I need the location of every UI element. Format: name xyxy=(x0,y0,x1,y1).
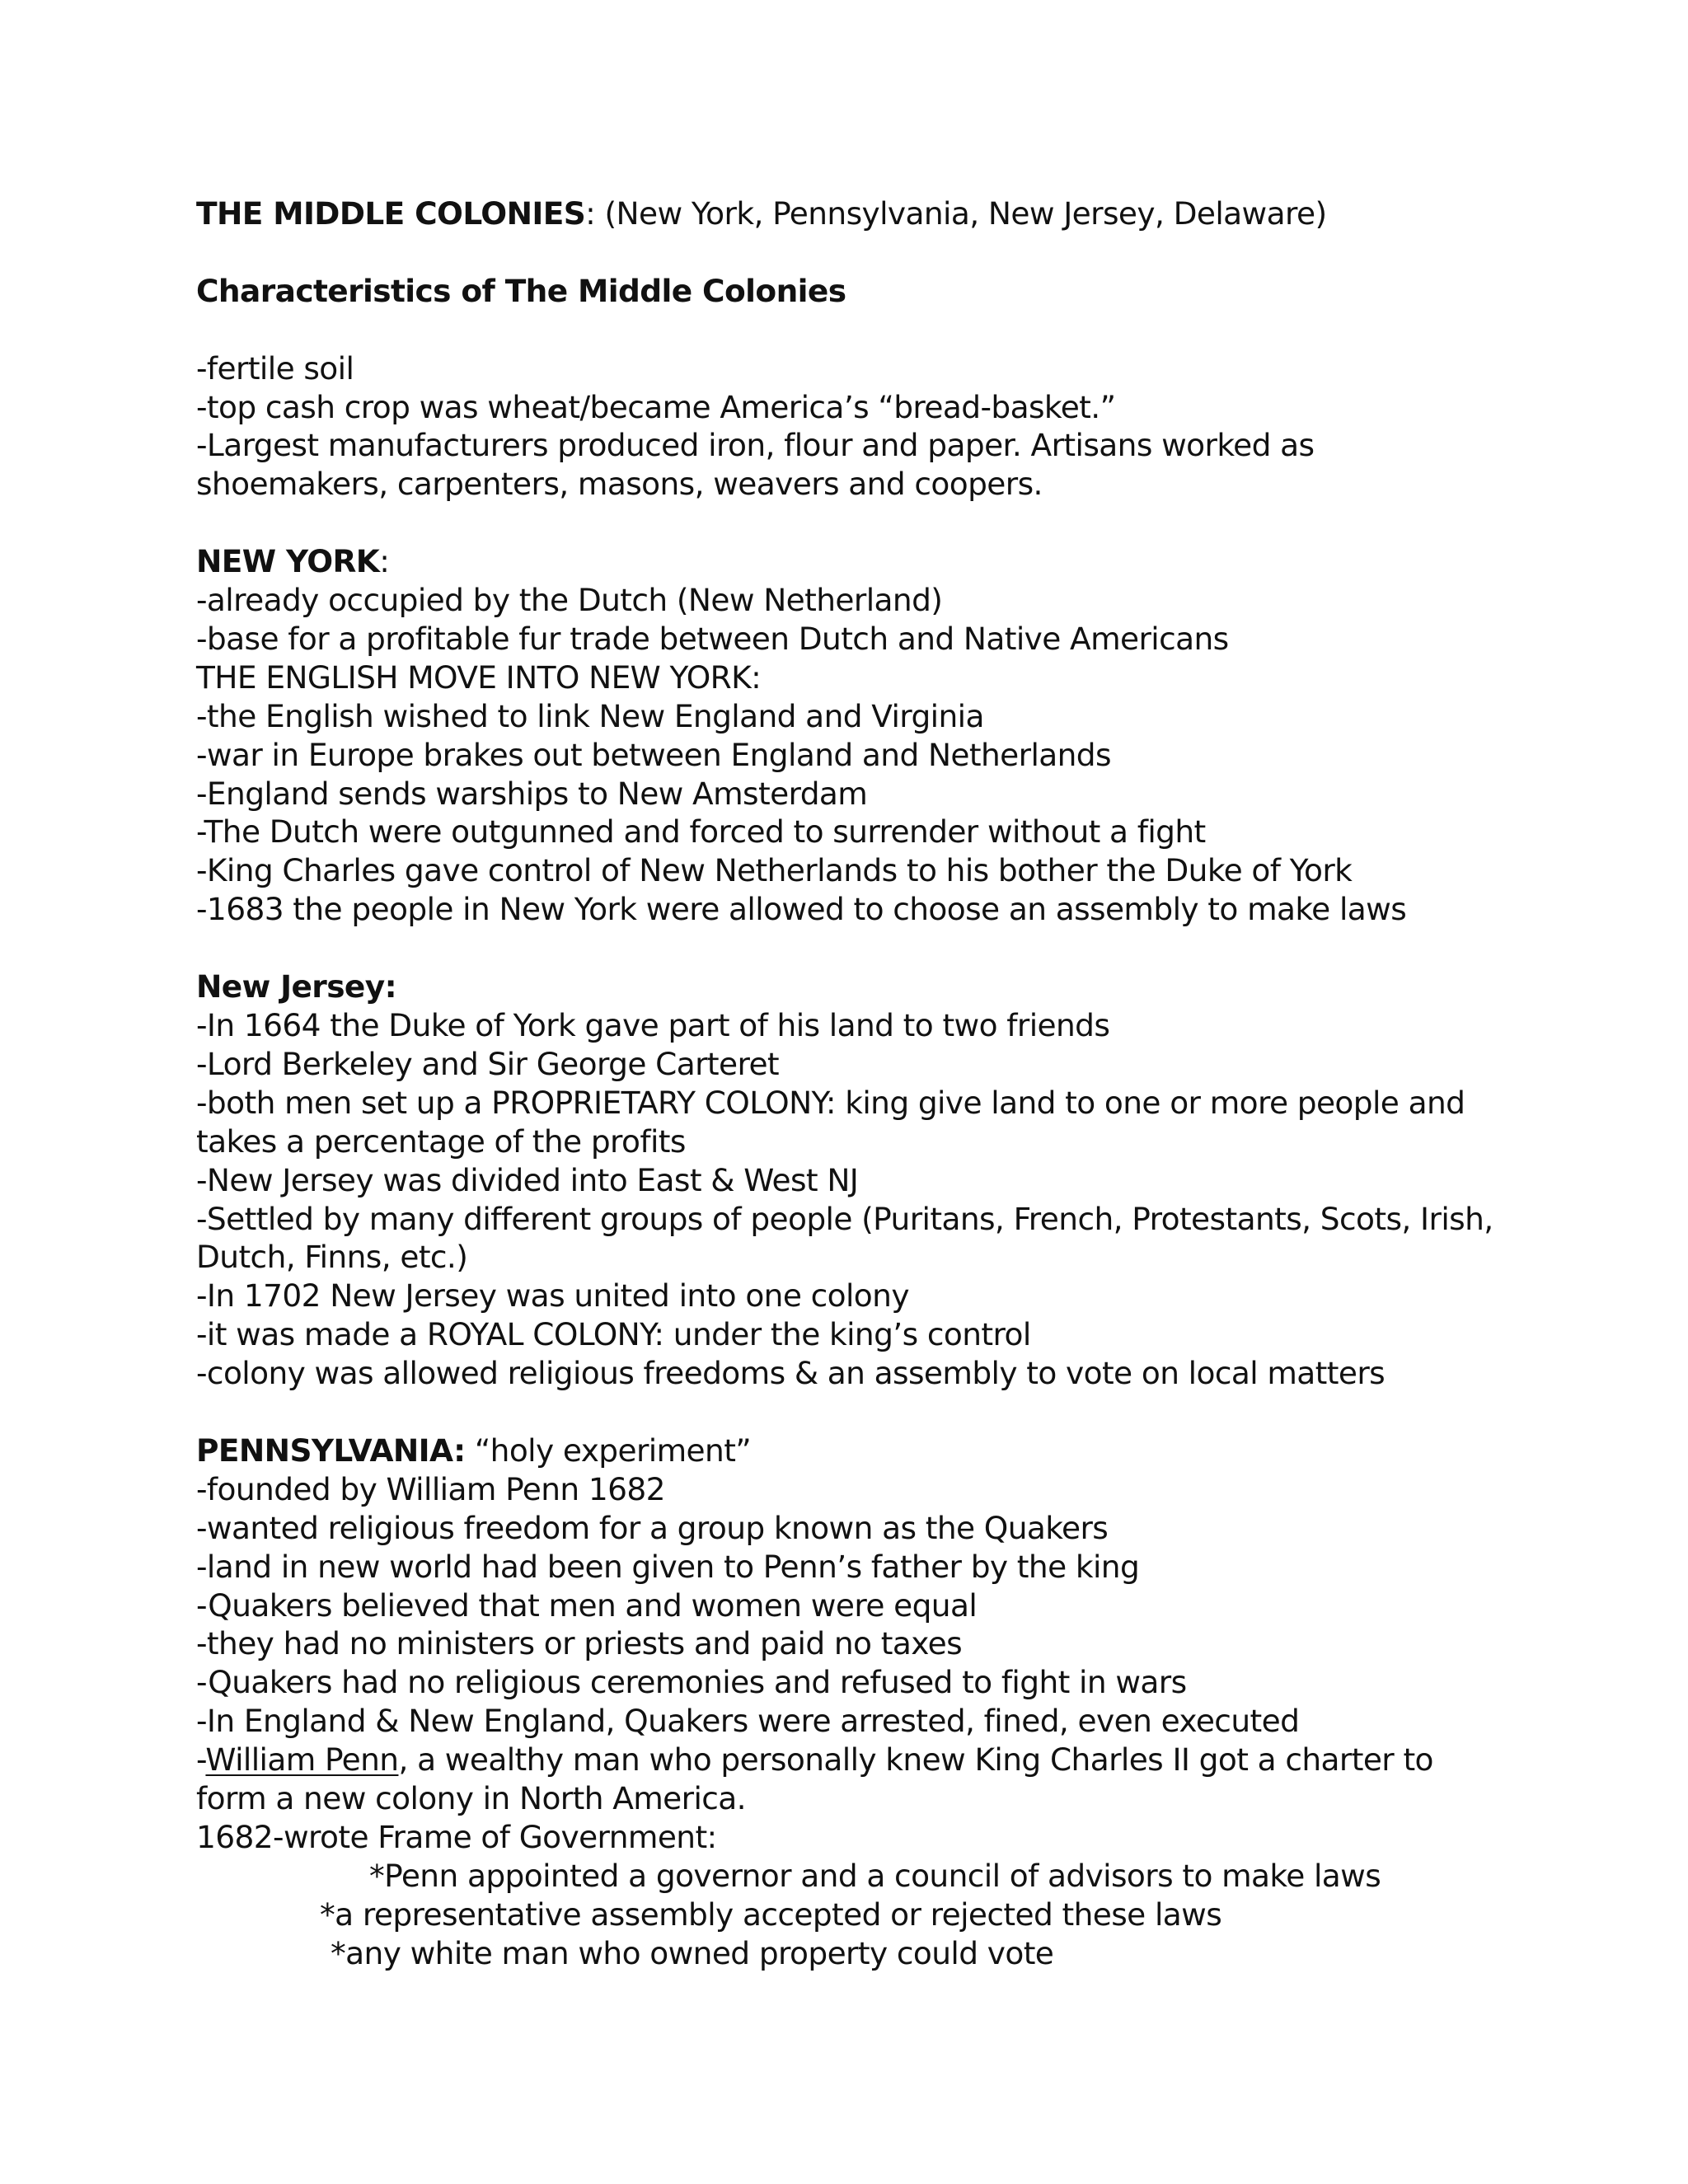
underlined-name: William Penn xyxy=(205,1741,399,1779)
title-rest: : (New York, Pennsylvania, New Jersey, Delaware) xyxy=(585,195,1327,232)
text-line: -New Jersey was divided into East & West NJ xyxy=(196,1161,859,1198)
new-york-heading-text: NEW YORK xyxy=(196,543,380,580)
text-line: -base for a profitable fur trade between Dutch and Native Americans xyxy=(196,620,1229,657)
text-line: takes a percentage of the profits xyxy=(196,1122,686,1160)
text-line: -already occupied by the Dutch (New Netherland) xyxy=(196,582,943,619)
text-line: -1683 the people in New York were allowed to choose an assembly to make laws xyxy=(196,891,1407,928)
text-line: -both men set up a PROPRIETARY COLONY: king give land to one or more people and xyxy=(196,1084,1465,1121)
text-line: THE ENGLISH MOVE INTO NEW YORK: xyxy=(196,658,762,696)
text-line: -they had no ministers or priests and paid no taxes xyxy=(196,1625,963,1662)
penn-charter-line xyxy=(196,1741,1498,1779)
text-line: -top cash crop was wheat/became America’s “bread-basket.” xyxy=(196,388,1116,425)
text-line: -Quakers believed that men and women were equal xyxy=(196,1586,978,1624)
text-line: -land in new world had been given to Penn’s father by the king xyxy=(196,1548,1140,1585)
pennsylvania-heading-text: PENNSYLVANIA: xyxy=(196,1432,466,1469)
text-line: -Settled by many different groups of people (Puritans, French, Protestants, Scots, Irish, xyxy=(196,1200,1493,1237)
document-body xyxy=(196,194,1498,1973)
pennsylvania-heading-suffix: “holy experiment” xyxy=(465,1432,752,1469)
text-line: -Largest manufacturers produced iron, flour and paper. Artisans worked as xyxy=(196,427,1315,464)
text-line: -the English wished to link New England and Virginia xyxy=(196,697,984,734)
text-line: -In 1702 New Jersey was united into one colony xyxy=(196,1277,909,1315)
spacer xyxy=(196,929,1498,968)
text-line: shoemakers, carpenters, masons, weavers and coopers. xyxy=(196,466,1043,503)
spacer xyxy=(196,1393,1498,1432)
text-line: -founded by William Penn 1682 xyxy=(196,1470,665,1507)
text-line: -colony was allowed religious freedoms & an assembly to vote on local matters xyxy=(196,1355,1386,1392)
spacer xyxy=(196,311,1498,349)
text-line: -The Dutch were outgunned and forced to surrender without a fight xyxy=(196,813,1206,851)
text-line: -wanted religious freedom for a group known as the Quakers xyxy=(196,1509,1109,1546)
text-line: -it was made a ROYAL COLONY: under the king’s control xyxy=(196,1316,1031,1353)
text-line: -In 1664 the Duke of York gave part of his land to two friends xyxy=(196,1006,1110,1043)
text-line: -King Charles gave control of New Netherlands to his bother the Duke of York xyxy=(196,852,1353,889)
characteristics-heading-text: Characteristics of The Middle Colonies xyxy=(196,272,846,309)
text-line: form a new colony in North America. xyxy=(196,1780,747,1817)
section-heading-characteristics xyxy=(196,272,1498,311)
new-jersey-heading-text: New Jersey: xyxy=(196,968,396,1005)
frame-item: *any white man who owned property could vote xyxy=(331,1934,1054,1971)
section-heading-new-jersey xyxy=(196,968,1498,1006)
text-line: -war in Europe brakes out between England and Netherlands xyxy=(196,736,1111,773)
text-line: -Quakers had no religious ceremonies and refused to fight in wars xyxy=(196,1664,1187,1701)
new-york-heading-suffix: : xyxy=(379,543,390,580)
spacer xyxy=(196,233,1498,272)
text-line: -fertile soil xyxy=(196,349,354,387)
line-prefix: - xyxy=(196,1741,206,1779)
text-line: -England sends warships to New Amsterdam xyxy=(196,775,868,812)
text-line: Dutch, Finns, etc.) xyxy=(196,1239,468,1276)
section-heading-new-york xyxy=(196,542,1498,581)
spacer xyxy=(196,504,1498,542)
text-line: 1682-wrote Frame of Government: xyxy=(196,1818,717,1855)
line-rest: , a wealthy man who personally knew King Charles II got a charter to xyxy=(398,1741,1433,1779)
text-line: -In England & New England, Quakers were arrested, fined, even executed xyxy=(196,1703,1300,1740)
title-bold: THE MIDDLE COLONIES xyxy=(196,195,586,232)
text-line: -Lord Berkeley and Sir George Carteret xyxy=(196,1045,780,1082)
frame-item: *a representative assembly accepted or rejected these laws xyxy=(320,1896,1222,1933)
frame-item: *Penn appointed a governor and a council of advisors to make laws xyxy=(369,1857,1381,1894)
document-title xyxy=(196,194,1498,233)
section-heading-pennsylvania xyxy=(196,1432,1498,1470)
